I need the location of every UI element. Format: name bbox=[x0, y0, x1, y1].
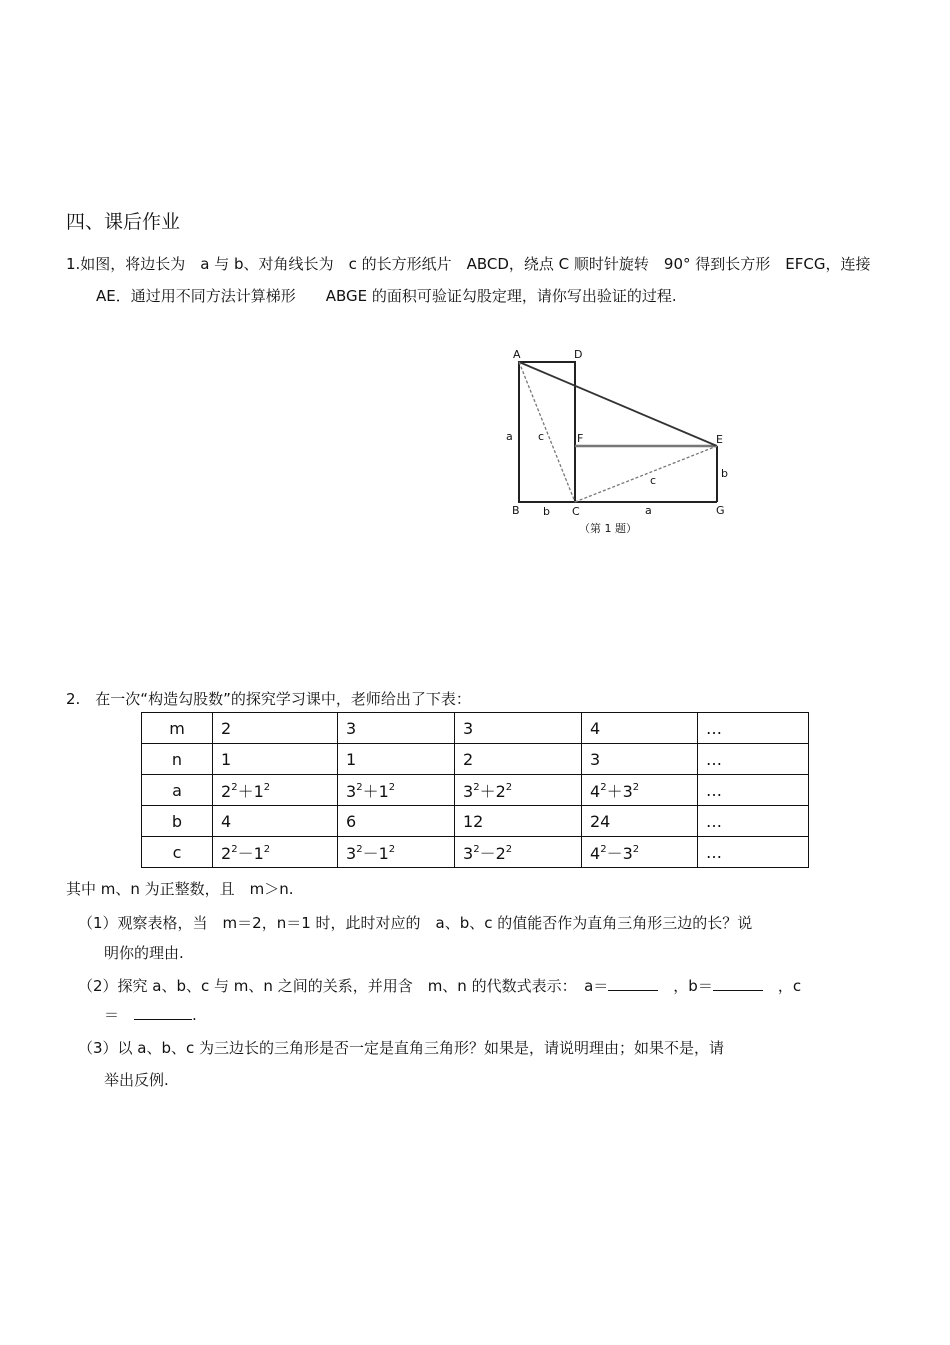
q2-sub2-line2 bbox=[104, 1004, 197, 1025]
table-cell bbox=[213, 837, 338, 868]
table-cell: … bbox=[698, 806, 809, 837]
figure-caption: （第 1 题） bbox=[579, 522, 637, 535]
table-cell: 1 bbox=[213, 744, 338, 775]
table-cell: 3 bbox=[582, 744, 698, 775]
term: 4 bbox=[590, 781, 601, 801]
exponent: 2 bbox=[505, 843, 513, 855]
exponent: 2 bbox=[231, 843, 238, 855]
q1-figure bbox=[500, 340, 760, 545]
blank-b bbox=[713, 978, 763, 991]
table-cell: 3 bbox=[455, 713, 582, 744]
q2-sub2-line1 bbox=[78, 975, 801, 996]
blank-c bbox=[134, 1007, 192, 1020]
term: ＋1 bbox=[362, 781, 389, 801]
q1-text-line1: 1.如图，将边长为 a 与 b、对角线长为 c 的长方形纸片 ABCD，绕点 C 顺时针旋转 90° 得到长方形 EFCG，连接 bbox=[66, 255, 871, 273]
side-label-b-bottom: b bbox=[543, 505, 550, 518]
point-label-f: F bbox=[577, 432, 584, 445]
exponent: 2 bbox=[632, 781, 640, 793]
point-label-c: C bbox=[572, 505, 580, 518]
term: －1 bbox=[362, 843, 389, 863]
q2-sub3-line2: 举出反例. bbox=[104, 1071, 169, 1089]
term: ＋1 bbox=[237, 781, 264, 801]
exponent: 2 bbox=[388, 781, 396, 793]
exponent: 2 bbox=[600, 781, 607, 793]
q2-sub2-b-sep: ，b＝ bbox=[673, 977, 713, 995]
pythagorean-table bbox=[141, 712, 809, 868]
table-cell bbox=[213, 775, 338, 806]
term: 3 bbox=[346, 781, 357, 801]
point-label-d: D bbox=[574, 348, 583, 361]
side-label-a-left: a bbox=[506, 430, 513, 443]
blank-a bbox=[608, 978, 658, 991]
q2-sub2-period: . bbox=[192, 1006, 197, 1024]
side-label-c-ac: c bbox=[538, 430, 545, 443]
table-row bbox=[142, 806, 809, 837]
section-heading: 四、课后作业 bbox=[66, 211, 181, 233]
point-label-a: A bbox=[513, 348, 521, 361]
table-cell: … bbox=[698, 775, 809, 806]
term: ＋2 bbox=[479, 781, 506, 801]
dashed-ce bbox=[575, 446, 717, 502]
exponent: 2 bbox=[263, 843, 271, 855]
exponent: 2 bbox=[231, 781, 238, 793]
table-row bbox=[142, 744, 809, 775]
term: ＋3 bbox=[606, 781, 633, 801]
table-cell: … bbox=[698, 713, 809, 744]
table-cell bbox=[455, 775, 582, 806]
table-cell: 4 bbox=[582, 713, 698, 744]
term: 2 bbox=[221, 843, 232, 863]
table-cell bbox=[582, 837, 698, 868]
table-row-header: b bbox=[142, 806, 213, 837]
table-row-header: m bbox=[142, 713, 213, 744]
q2-sub3-line1: （3）以 a、b、c 为三边长的三角形是否一定是直角三角形？如果是，请说明理由；如果不是，请 bbox=[78, 1039, 725, 1057]
q2-sub1-line1: （1）观察表格，当 m＝2，n＝1 时，此时对应的 a、b、c 的值能否作为直角三角形三边的长？说 bbox=[78, 914, 753, 932]
term: －3 bbox=[606, 843, 633, 863]
table-row bbox=[142, 713, 809, 744]
q2-sub2-c-sep: ，c bbox=[777, 977, 802, 995]
point-label-b: B bbox=[512, 504, 520, 517]
point-label-e: E bbox=[716, 433, 723, 446]
term: 4 bbox=[590, 843, 601, 863]
table-cell: 2 bbox=[455, 744, 582, 775]
q2-sub1-line2: 明你的理由. bbox=[104, 944, 184, 962]
exponent: 2 bbox=[263, 781, 271, 793]
table-row-header: a bbox=[142, 775, 213, 806]
q1-text-line2: AE．通过用不同方法计算梯形 ABGE 的面积可验证勾股定理，请你写出验证的过程. bbox=[96, 287, 677, 305]
side-label-c-ce: c bbox=[650, 474, 657, 487]
term: 3 bbox=[346, 843, 357, 863]
table-cell: 12 bbox=[455, 806, 582, 837]
table-cell: … bbox=[698, 744, 809, 775]
table-cell bbox=[338, 775, 455, 806]
table-cell: … bbox=[698, 837, 809, 868]
q2-intro: 2. 在一次“构造勾股数”的探究学习课中，老师给出了下表： bbox=[66, 690, 471, 708]
q2-sub2-text: （2）探究 a、b、c 与 m、n 之间的关系，并用含 m、n 的代数式表示： a＝ bbox=[78, 977, 609, 995]
table-cell: 2 bbox=[213, 713, 338, 744]
table-cell bbox=[455, 837, 582, 868]
exponent: 2 bbox=[473, 781, 480, 793]
table-row-header: n bbox=[142, 744, 213, 775]
table-cell bbox=[582, 775, 698, 806]
table-cell: 1 bbox=[338, 744, 455, 775]
term: 3 bbox=[463, 843, 474, 863]
segment-ae bbox=[519, 362, 717, 446]
table-cell bbox=[338, 837, 455, 868]
q2-condition: 其中 m、n 为正整数，且 m＞n. bbox=[66, 880, 294, 898]
table-row-header: c bbox=[142, 837, 213, 868]
exponent: 2 bbox=[356, 781, 363, 793]
table-cell: 24 bbox=[582, 806, 698, 837]
table-cell: 3 bbox=[338, 713, 455, 744]
exponent: 2 bbox=[505, 781, 513, 793]
side-label-a-bottom: a bbox=[645, 504, 652, 517]
exponent: 2 bbox=[388, 843, 396, 855]
exponent: 2 bbox=[600, 843, 607, 855]
table-row bbox=[142, 775, 809, 806]
exponent: 2 bbox=[632, 843, 640, 855]
exponent: 2 bbox=[473, 843, 480, 855]
exponent: 2 bbox=[356, 843, 363, 855]
term: －2 bbox=[479, 843, 506, 863]
side-label-b-right: b bbox=[721, 467, 728, 480]
table-cell: 4 bbox=[213, 806, 338, 837]
point-label-g: G bbox=[716, 504, 725, 517]
term: 2 bbox=[221, 781, 232, 801]
q2-sub2-eq: ＝ bbox=[104, 1006, 120, 1024]
table-cell: 6 bbox=[338, 806, 455, 837]
table-row bbox=[142, 837, 809, 868]
term: －1 bbox=[237, 843, 264, 863]
term: 3 bbox=[463, 781, 474, 801]
